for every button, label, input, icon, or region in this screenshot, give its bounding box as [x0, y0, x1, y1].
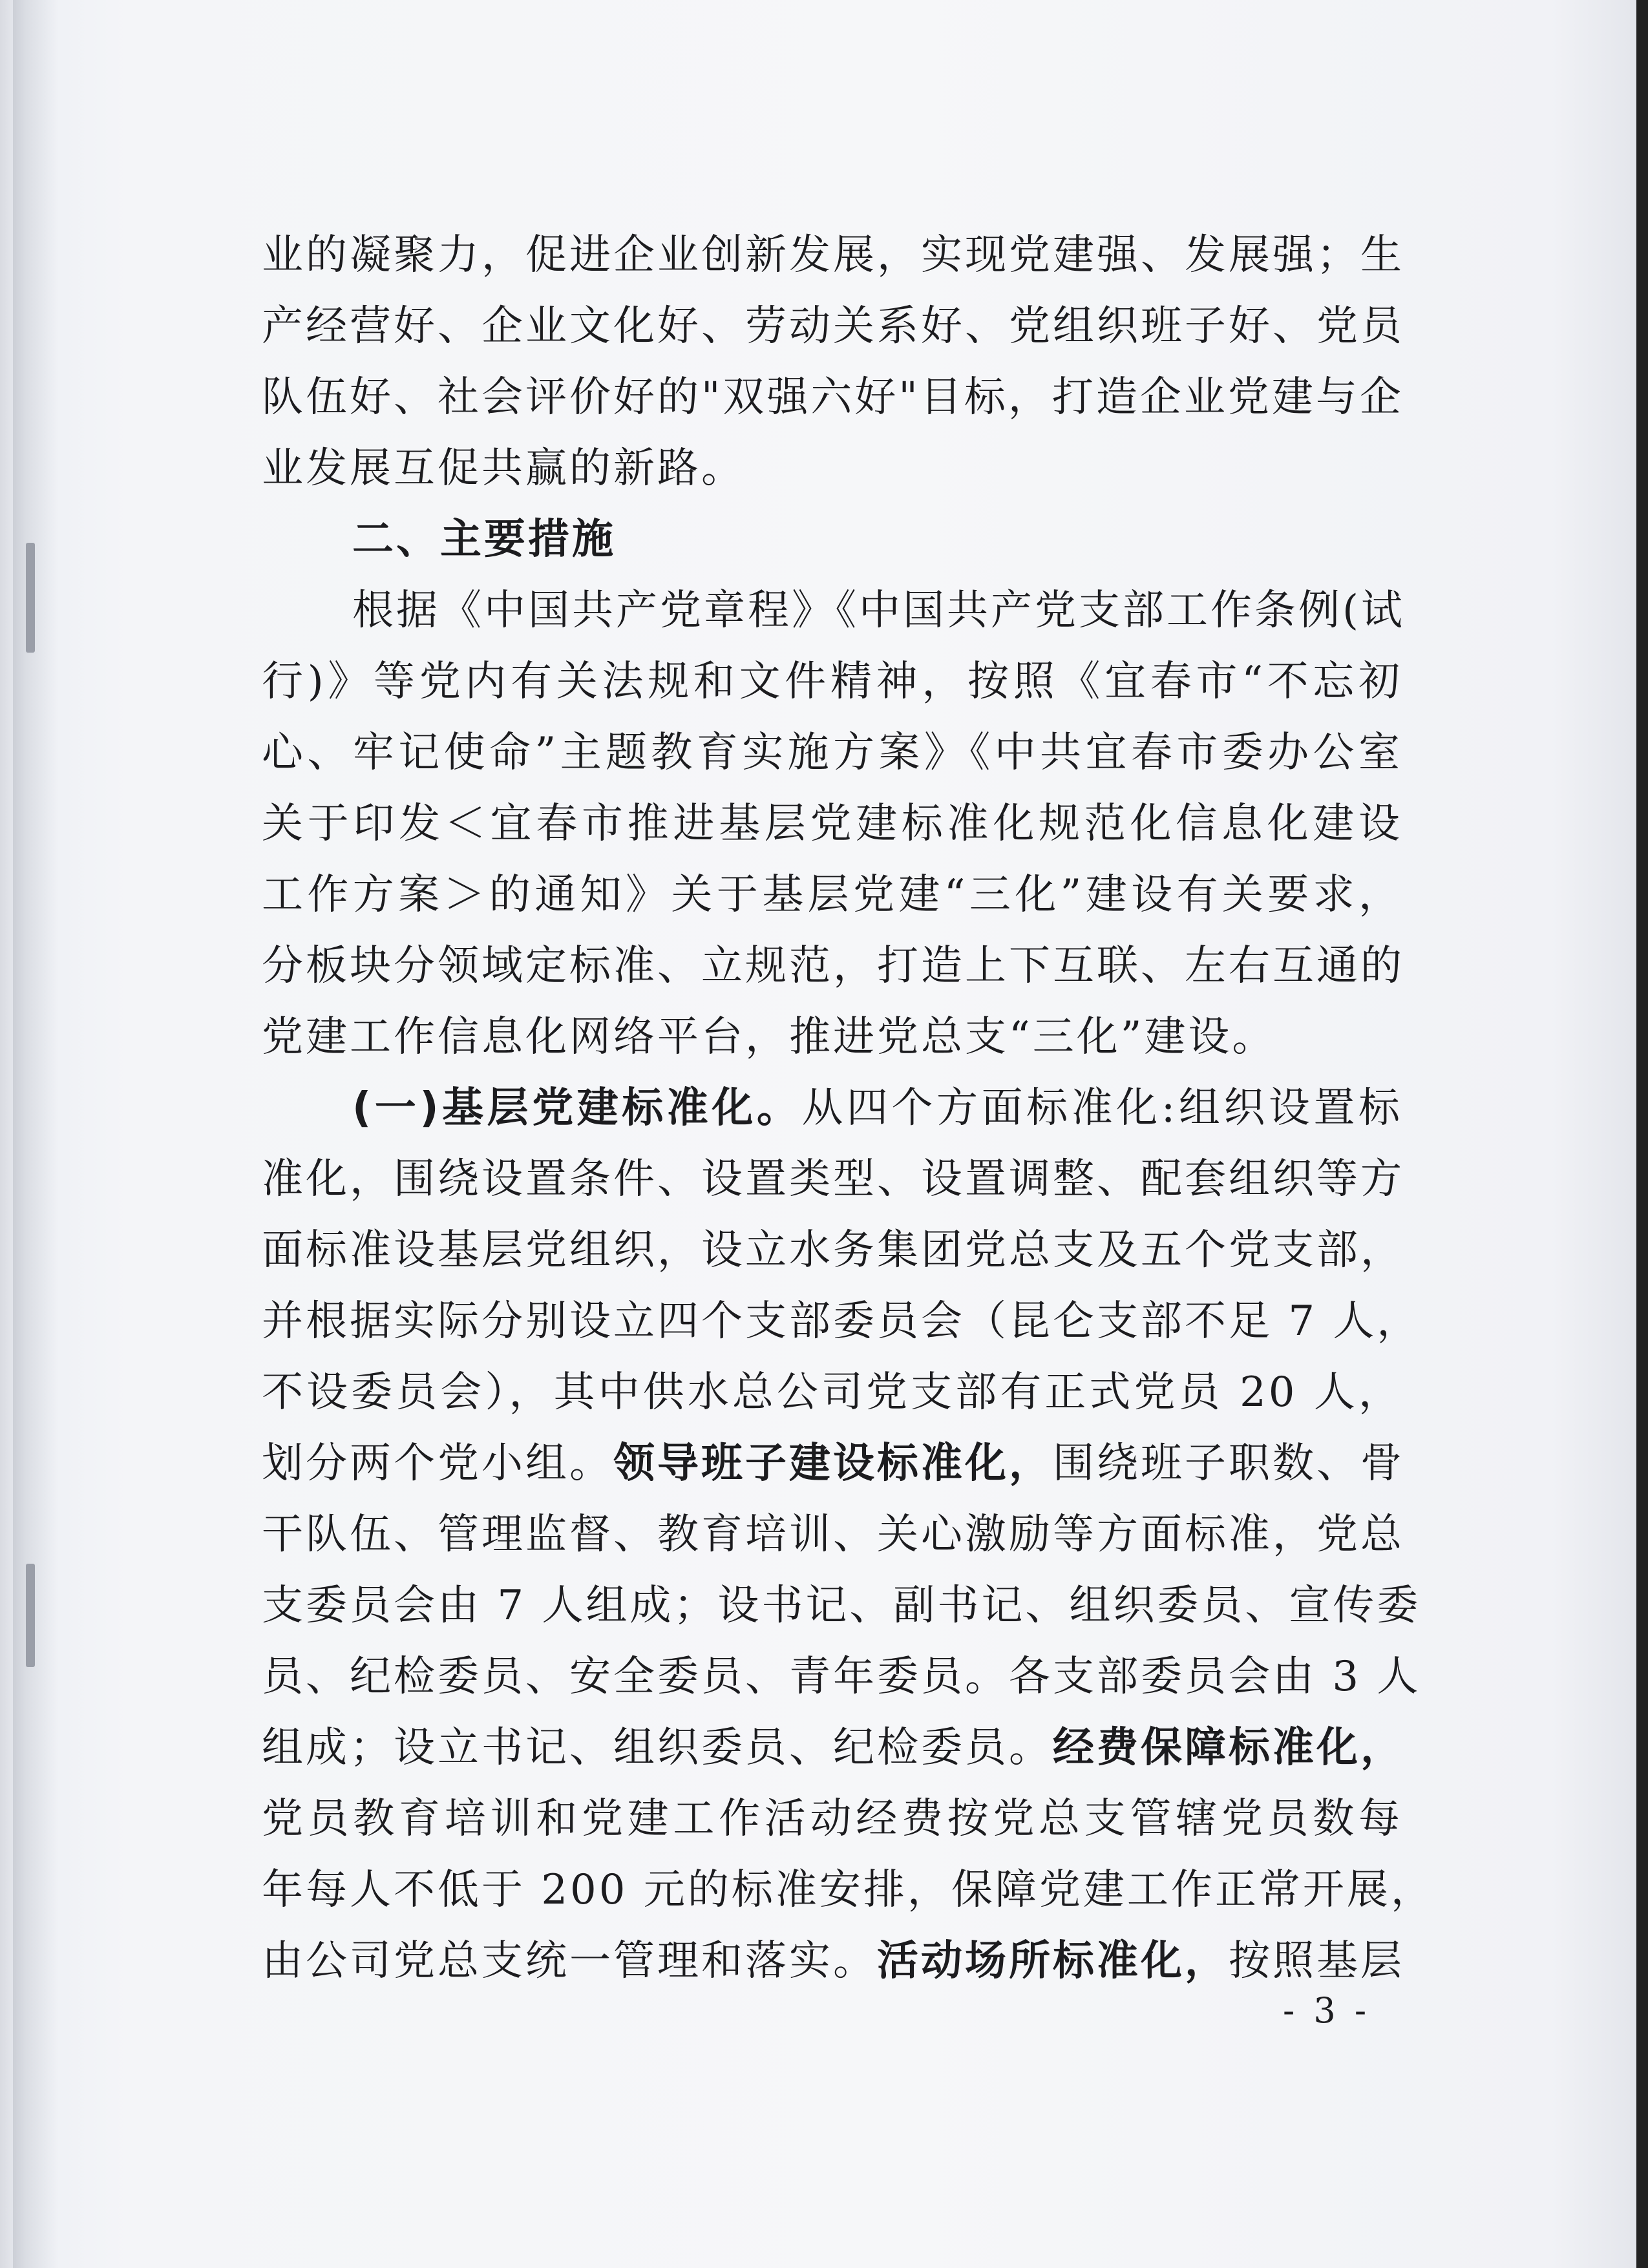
bold-funding-standardization: 经费保障标准化， — [1053, 1724, 1404, 1772]
text-line: 工作方案＞的通知》关于基层党建“三化”建设有关要求， — [262, 871, 1402, 919]
binding-fold — [13, 0, 58, 2268]
text-line — [262, 1073, 1402, 1144]
text-line: 面标准设基层党组织，设立水务集团党总支及五个党支部， — [262, 1226, 1404, 1274]
text-line: 关于印发＜宜春市推进基层党建标准化规范化信息化建设 — [262, 800, 1402, 848]
text-span: 划分两个党小组。 — [262, 1440, 613, 1487]
page-number: - 3 - — [1283, 1990, 1371, 2031]
text-span: 围绕班子职数、骨 — [1053, 1440, 1404, 1487]
staple-top — [26, 543, 35, 653]
text-line: 并根据实际分别设立四个支部委员会（昆仑支部不足 7 人， — [262, 1297, 1421, 1345]
text-line: 产经营好、企业文化好、劳动关系好、党组织班子好、党员 — [262, 302, 1404, 350]
text-line — [262, 1428, 1402, 1499]
text-line: 业的凝聚力，促进企业创新发展，实现党建强、发展强；生 — [262, 231, 1404, 279]
text-line: 业发展互促共赢的新路。 — [262, 445, 745, 492]
text-line: 年每人不低于 200 元的标准安排，保障党建工作正常开展， — [262, 1866, 1435, 1914]
text-line — [262, 1712, 1402, 1783]
document-body — [262, 220, 1435, 1997]
text-line — [262, 1926, 1402, 1997]
text-line: 队伍好、社会评价好的"双强六好"目标，打造企业党建与企 — [262, 373, 1404, 421]
text-span: 从四个方面标准化:组织设置标 — [801, 1084, 1403, 1132]
staple-bottom — [26, 1564, 35, 1667]
text-line: 准化，围绕设置条件、设置类型、设置调整、配套组织等方 — [262, 1155, 1404, 1203]
bold-venue-standardization: 活动场所标准化， — [877, 1937, 1229, 1985]
subheading-standardization: (一)基层党建标准化。 — [352, 1084, 802, 1132]
text-line: 心、牢记使命”主题教育实施方案》《中共宜春市委办公室 — [262, 729, 1402, 777]
text-line: 行)》等党内有关法规和文件精神，按照《宜春市“不忘初 — [262, 658, 1402, 706]
text-line: 支委员会由 7 人组成；设书记、副书记、组织委员、宣传委 — [262, 1582, 1421, 1630]
text-span: 组成；设立书记、组织委员、纪检委员。 — [262, 1724, 1053, 1772]
text-span: 由公司党总支统一管理和落实。 — [262, 1937, 877, 1985]
text-line: 根据《中国共产党章程》《中国共产党支部工作条例(试 — [352, 587, 1405, 635]
scan-edge — [1636, 0, 1648, 2268]
text-line: 不设委员会），其中供水总公司党支部有正式党员 20 人， — [262, 1369, 1402, 1416]
text-line: 党建工作信息化网络平台，推进党总支“三化”建设。 — [262, 1013, 1276, 1061]
text-span: 按照基层 — [1229, 1937, 1404, 1985]
text-line: 党员教育培训和党建工作活动经费按党总支管辖党员数每 — [262, 1795, 1402, 1843]
text-line: 分板块分领域定标准、立规范，打造上下互联、左右互通的 — [262, 942, 1404, 990]
text-line: 员、纪检委员、安全委员、青年委员。各支部委员会由 3 人 — [262, 1653, 1421, 1701]
section-heading: 二、主要措施 — [352, 516, 616, 563]
text-line: 干队伍、管理监督、教育培训、关心激励等方面标准，党总 — [262, 1511, 1404, 1559]
bold-leadership-standardization: 领导班子建设标准化， — [613, 1440, 1053, 1487]
